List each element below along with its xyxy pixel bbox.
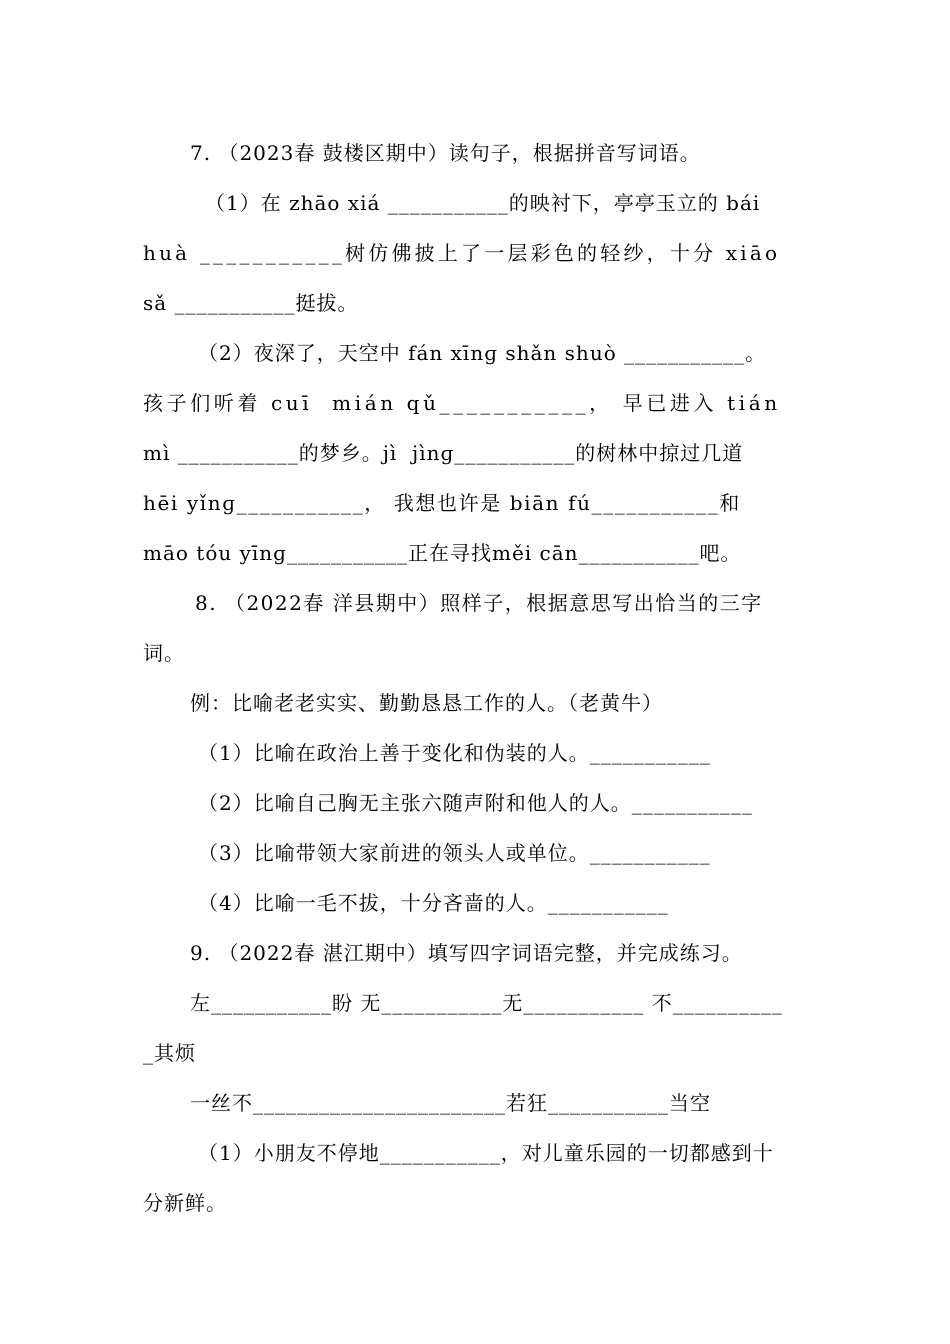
q7-p2-line3: mì ___________的梦乡。jì jìnɡ___________的树林中掠过几道 <box>143 441 744 465</box>
q7-p1-line2: huà ___________树仿佛披上了一层彩色的轻纱，十分 xiāo <box>143 241 781 265</box>
q7-p2-line2: 孩子们听着 cuī mián qǔ___________， 早已进入 tián <box>143 391 781 415</box>
q9-row1-cont: _其烦 <box>143 1041 196 1065</box>
q9-item1-line1: （1）小朋友不停地___________，对儿童乐园的一切都感到十 <box>198 1141 774 1165</box>
q7-p1-line3: sǎ ___________挺拔。 <box>143 291 359 315</box>
q7-p1-line1: （1）在 zhāo xiá ___________的映衬下，亭亭玉立的 bái <box>205 191 761 215</box>
q7-title: 7. （2023春 鼓楼区期中）读句子，根据拼音写词语。 <box>190 141 701 165</box>
q9-row2: 一丝不_______________________若狂___________当空 <box>190 1091 711 1115</box>
q7-p2-line1: （2）夜深了，天空中 fán xīnɡ shǎn shuò ___________。 <box>198 341 767 365</box>
q8-example: 例：比喻老老实实、勤勤恳恳工作的人。（老黄牛） <box>190 691 663 715</box>
q8-title-line1: 8. （2022春 洋县期中）照样子，根据意思写出恰当的三字 <box>195 591 763 615</box>
q8-item-2: （2）比喻自己胸无主张六随声附和他人的人。___________ <box>198 791 753 815</box>
q8-item-1: （1）比喻在政治上善于变化和伪装的人。___________ <box>198 741 711 765</box>
q8-item-4: （4）比喻一毛不拔，十分吝啬的人。___________ <box>198 891 669 915</box>
q8-item-3: （3）比喻带领大家前进的领头人或单位。___________ <box>198 841 711 865</box>
q7-p2-line5: māo tóu yīnɡ___________正在寻找měi cān___________吧。 <box>143 541 742 565</box>
q9-item1-line2: 分新鲜。 <box>143 1191 227 1215</box>
q9-row1: 左___________盼 无___________无___________ 不__________ <box>190 991 783 1015</box>
q8-title-line2: 词。 <box>143 641 185 665</box>
q9-title: 9. （2022春 湛江期中）填写四字词语完整，并完成练习。 <box>190 941 743 965</box>
q7-p2-line4: hēi yǐnɡ___________， 我想也许是 biān fú___________和 <box>143 491 741 515</box>
